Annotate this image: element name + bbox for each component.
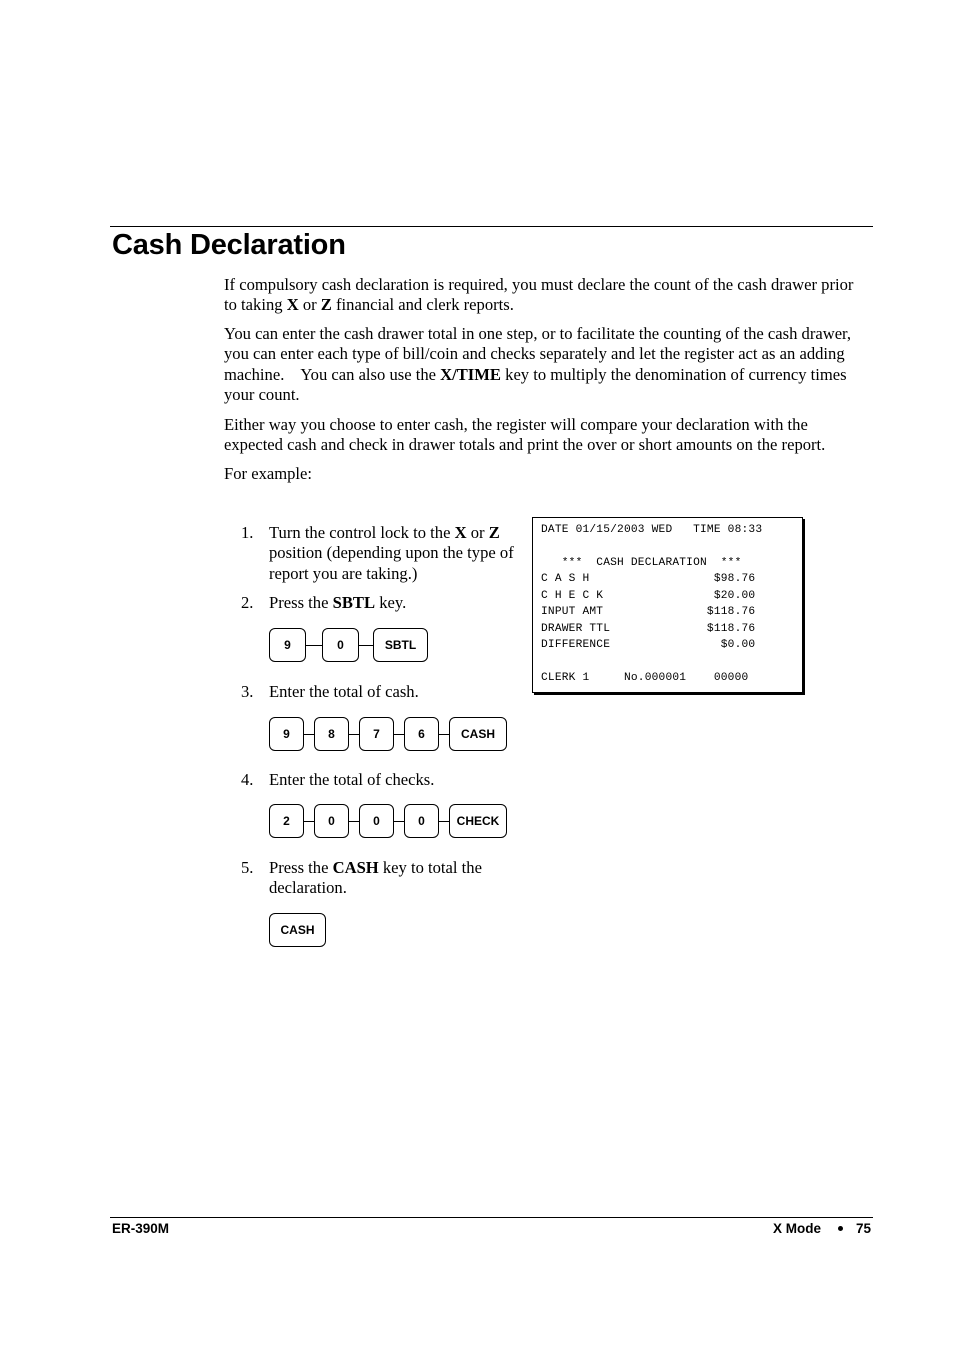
step-number: 5.	[241, 858, 254, 877]
footer-page-number: 75	[855, 1221, 871, 1236]
cash-key[interactable]: CASH	[449, 717, 507, 751]
key-sequence-sbtl	[269, 628, 429, 664]
key-connector	[306, 645, 322, 646]
footer-section: X Mode	[772, 1221, 821, 1236]
key-connector	[439, 734, 449, 735]
key-connector	[304, 821, 314, 822]
intro-paragraph-1: If compulsory cash declaration is required, you must declare the count of the cash drawer prior to taking X or Z financial and clerk reports.	[224, 275, 854, 315]
step-number: 3.	[241, 682, 254, 701]
top-rule	[110, 226, 873, 227]
sbtl-key[interactable]: SBTL	[373, 628, 428, 662]
key-6[interactable]: 6	[404, 717, 439, 751]
key-2[interactable]: 2	[269, 804, 304, 838]
key-0[interactable]: 0	[359, 804, 394, 838]
page-title: Cash Declaration	[112, 229, 346, 261]
key-0[interactable]: 0	[322, 628, 359, 662]
key-connector	[349, 734, 359, 735]
key-sequence-cash	[269, 717, 509, 753]
intro-paragraph-3: Either way you choose to enter cash, the register will compare your declaration with the expected cash and check in drawer totals and print the over or short amounts on the report.	[224, 415, 826, 455]
cash-declaration-receipt	[532, 517, 803, 693]
key-7[interactable]: 7	[359, 717, 394, 751]
for-example-label: For example:	[224, 464, 313, 483]
key-sequence-total	[269, 913, 329, 949]
key-9[interactable]: 9	[269, 628, 306, 662]
step-text: Press the SBTL key.	[269, 593, 407, 612]
key-connector	[349, 821, 359, 822]
key-9[interactable]: 9	[269, 717, 304, 751]
key-0[interactable]: 0	[404, 804, 439, 838]
step-number: 1.	[241, 523, 254, 542]
key-sequence-check	[269, 804, 509, 840]
receipt-cash-line: C A S H $98.76	[541, 573, 756, 585]
step-text: Enter the total of cash.	[269, 682, 419, 701]
bottom-rule	[110, 1217, 873, 1218]
key-connector	[359, 645, 373, 646]
receipt-input-amt-line: INPUT AMT $118.76	[541, 606, 756, 618]
key-connector	[394, 821, 404, 822]
key-connector	[394, 734, 404, 735]
receipt-clerk-line: CLERK 1 No.000001 00000	[541, 672, 749, 684]
receipt-drawer-ttl-line: DRAWER TTL $118.76	[541, 623, 756, 635]
cash-key[interactable]: CASH	[269, 913, 326, 947]
bullet-icon	[838, 1226, 843, 1231]
receipt-difference-line: DIFFERENCE $0.00	[541, 639, 756, 651]
step-text: Press the CASH key to total the declaration.	[269, 858, 482, 898]
footer-page-info	[773, 1221, 871, 1236]
step-text: Turn the control lock to the X or Z position (depending upon the type of report you are taking.)	[269, 523, 514, 583]
key-connector	[439, 821, 449, 822]
step-text: Enter the total of checks.	[269, 770, 435, 789]
receipt-date-line: DATE 01/15/2003 WED TIME 08:33	[541, 524, 763, 536]
intro-paragraph-2: You can enter the cash drawer total in one step, or to facilitate the counting of the cash drawer, you can enter each type of bill/coin and checks separately and let the register act as an adding machine. You can also use the X/TIME key to multiply the denomination of currency times your count.	[224, 324, 856, 404]
key-connector	[304, 734, 314, 735]
footer-model: ER-390M	[112, 1221, 170, 1236]
receipt-header-line: *** CASH DECLARATION ***	[541, 557, 742, 569]
receipt-check-line: C H E C K $20.00	[541, 590, 756, 602]
check-key[interactable]: CHECK	[449, 804, 507, 838]
key-8[interactable]: 8	[314, 717, 349, 751]
step-number: 2.	[241, 593, 254, 612]
key-0[interactable]: 0	[314, 804, 349, 838]
step-number: 4.	[241, 770, 254, 789]
